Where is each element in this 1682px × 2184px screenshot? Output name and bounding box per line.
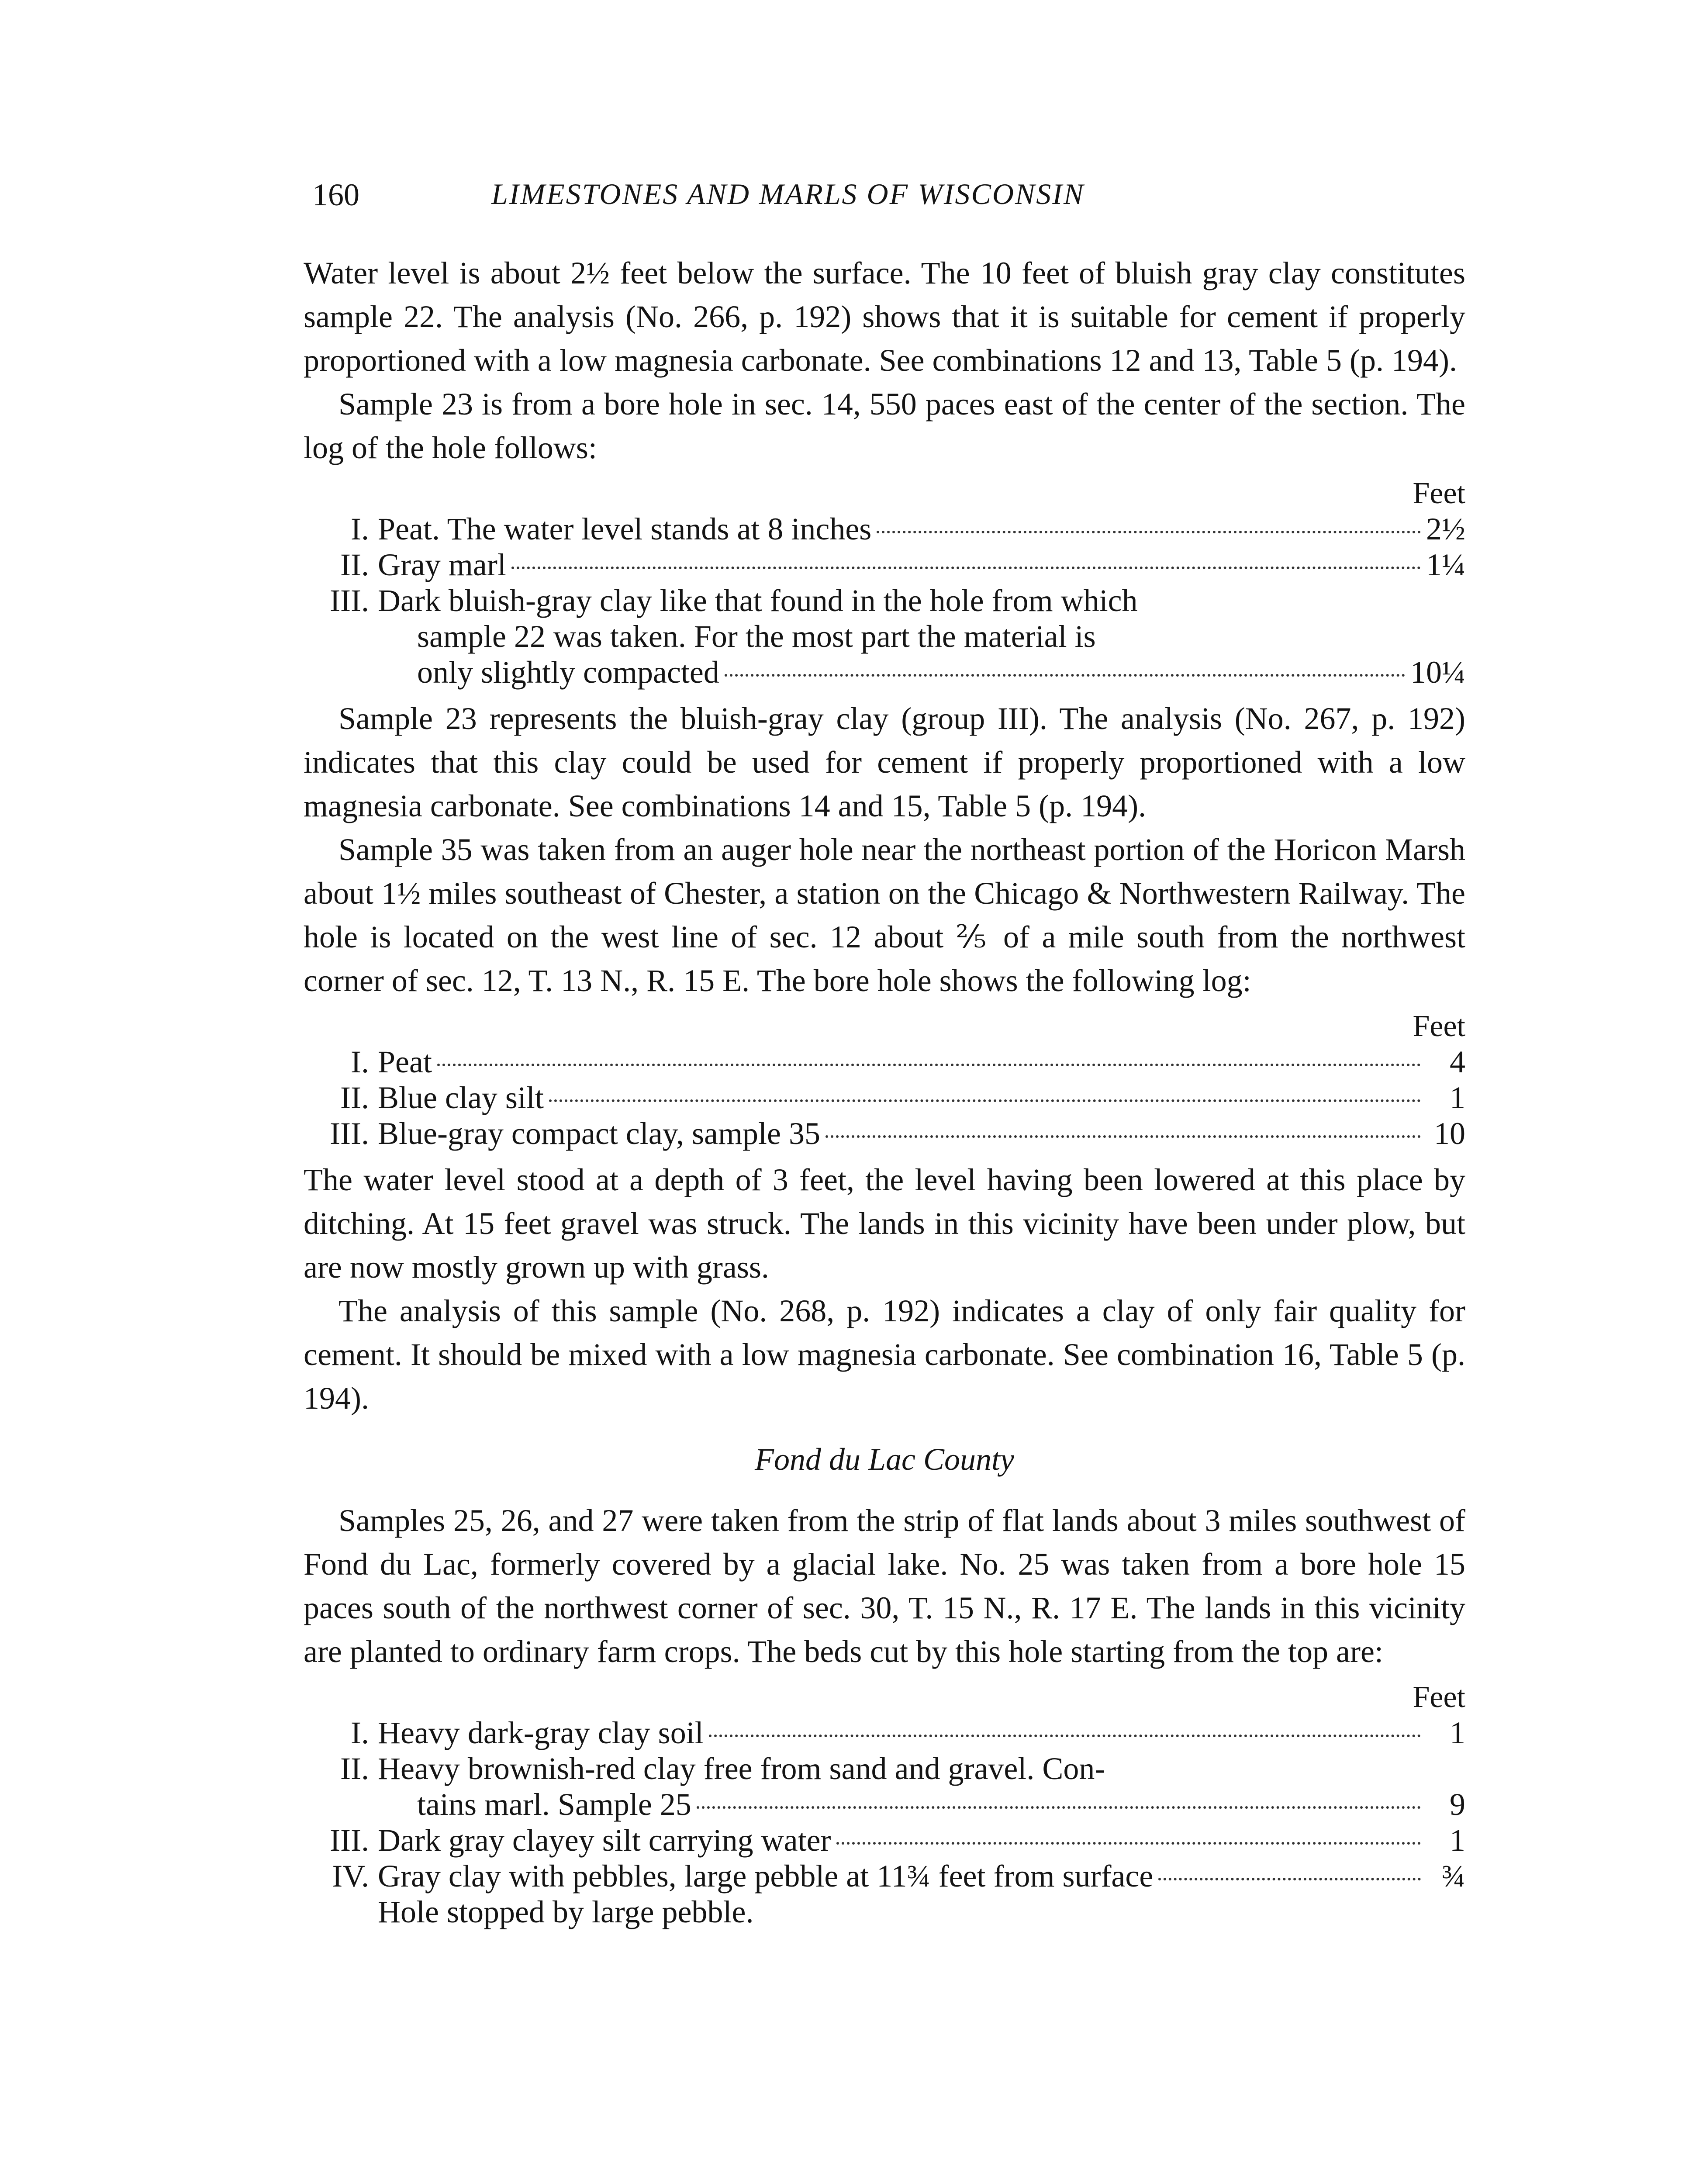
log-unit-label: Feet — [1413, 477, 1465, 510]
page-header — [304, 173, 1465, 221]
log-entry-description: Gray marl — [378, 547, 506, 582]
log-entry-feet: ¾ — [1442, 1859, 1465, 1894]
log-entry-description: Heavy dark-gray clay soil — [378, 1715, 704, 1750]
log-entry-description: Heavy brownish-red clay free from sand and gravel. Con- — [378, 1751, 1105, 1786]
log-entry — [304, 1116, 1465, 1151]
log-entry-description: Dark gray clayey silt carrying water — [378, 1823, 831, 1858]
log-entry-number: II. — [340, 1080, 369, 1115]
dot-leader — [697, 1806, 1421, 1809]
log-entry — [304, 1822, 1465, 1858]
log-entry-number: I. — [351, 1715, 369, 1750]
paragraph-sample-23-intro: Sample 23 is from a bore hole in sec. 14, 550 paces east of the center of the section. The log of the hole follows: — [304, 387, 1465, 465]
log-entry — [304, 1715, 1465, 1751]
log-entry — [304, 583, 1465, 690]
log-entry-number: I. — [351, 1044, 369, 1079]
log-unit-label: Feet — [1413, 1680, 1465, 1714]
log-entry-description-cont: tains marl. Sample 25 — [417, 1787, 691, 1822]
log-entry-feet: 10¼ — [1410, 655, 1465, 690]
log-entry — [304, 511, 1465, 547]
log-entry-feet: 1 — [1450, 1823, 1465, 1858]
log-entry — [304, 1751, 1465, 1822]
paragraph-water-level-35: The water level stood at a depth of 3 feet, the level having been lowered at this place by ditching. At 15 feet gravel was struck. The lands in this vicinity have been under plow, but are now mostly grown up with grass. — [304, 1162, 1465, 1285]
log-entry-description-cont: Hole stopped by large pebble. — [378, 1894, 754, 1929]
log-entry-feet: 1 — [1450, 1715, 1465, 1750]
paragraph-sample-35-intro: Sample 35 was taken from an auger hole near the northeast portion of the Horicon Marsh about 1½ miles southeast of Chester, a station on the Chicago & Northwestern Railway. The hole is located on the west line of sec. 12 about ⅖ of a mile south from the northwest corner of sec. 12, T. 13 N., R. 15 E. The bore hole shows the following log: — [304, 832, 1465, 998]
log-entry-number: IV. — [332, 1859, 369, 1894]
dot-leader — [836, 1842, 1421, 1845]
bore-log-sample-23 — [304, 476, 1465, 690]
paragraph-sample-35-analysis: The analysis of this sample (No. 268, p. 192) indicates a clay of only fair quality for cement. It should be mixed with a low magnesia carbonate. See combination 16, Table 5 (p. 194). — [304, 1293, 1465, 1416]
log-entry-feet: 1¼ — [1426, 547, 1465, 582]
log-entry-number: III. — [330, 583, 369, 618]
log-entry-description: Peat — [378, 1044, 432, 1079]
bore-log-sample-25 — [304, 1680, 1465, 1930]
dot-leader — [825, 1135, 1421, 1138]
dot-leader — [877, 531, 1421, 533]
log-unit-label: Feet — [1413, 1009, 1465, 1043]
dot-leader — [1158, 1878, 1421, 1880]
paragraph-water-level: Water level is about 2½ feet below the surface. The 10 feet of bluish gray clay constitutes sample 22. The analysis (No. 266, p. 192) shows that it is suitable for cement if properly proportioned with a low magnesia carbonate. See combinations 12 and 13, Table 5 (p. 194). — [304, 256, 1465, 378]
log-entry — [304, 1080, 1465, 1116]
log-entry-feet: 9 — [1450, 1787, 1465, 1822]
log-entry-description: Blue clay silt — [378, 1080, 544, 1115]
dot-leader — [725, 674, 1405, 677]
log-entry-number: II. — [340, 547, 369, 582]
log-entry — [304, 547, 1465, 583]
log-entry-number: II. — [340, 1751, 369, 1786]
log-entry-description: Gray clay with pebbles, large pebble at 11¾ feet from surface — [378, 1859, 1154, 1894]
log-entry-feet: 1 — [1450, 1080, 1465, 1115]
document-page — [304, 173, 1465, 1936]
log-entry-number: I. — [351, 511, 369, 546]
running-title: LIMESTONES AND MARLS OF WISCONSIN — [491, 177, 1085, 211]
log-entry-number: III. — [330, 1116, 369, 1151]
log-entry-description: Blue-gray compact clay, sample 35 — [378, 1116, 820, 1151]
dot-leader — [511, 567, 1421, 569]
dot-leader — [709, 1735, 1421, 1737]
log-entry — [304, 1044, 1465, 1080]
log-entry-description: Dark bluish-gray clay like that found in the hole from which — [378, 583, 1138, 618]
page-number: 160 — [312, 177, 359, 212]
log-entry-description-cont: sample 22 was taken. For the most part the material is — [417, 619, 1096, 654]
paragraph-fond-du-lac-intro: Samples 25, 26, and 27 were taken from the strip of flat lands about 3 miles southwest of Fond du Lac, formerly covered by a glacial lake. No. 25 was taken from a bore hole 15 paces south of the northwest corner of sec. 30, T. 15 N., R. 17 E. The lands in this vicinity are planted to ordinary farm crops. The beds cut by this hole starting from the top are: — [304, 1503, 1465, 1669]
log-entry — [304, 1858, 1465, 1930]
log-entry-feet: 10 — [1434, 1116, 1465, 1151]
section-heading: Fond du Lac County — [755, 1442, 1014, 1477]
log-entry-description: Peat. The water level stands at 8 inches — [378, 511, 872, 546]
log-entry-number: III. — [330, 1823, 369, 1858]
dot-leader — [437, 1064, 1421, 1066]
dot-leader — [549, 1099, 1421, 1102]
bore-log-sample-35 — [304, 1009, 1465, 1151]
paragraph-sample-23-analysis: Sample 23 represents the bluish-gray clay (group III). The analysis (No. 267, p. 192) indicates that this clay could be used for cement if properly proportioned with a low magnesia carbonate. See combinations 14 and 15, Table 5 (p. 194). — [304, 701, 1465, 823]
log-entry-feet: 2½ — [1426, 511, 1465, 546]
log-entry-description-cont: only slightly compacted — [417, 655, 719, 690]
log-entry-feet: 4 — [1450, 1044, 1465, 1079]
